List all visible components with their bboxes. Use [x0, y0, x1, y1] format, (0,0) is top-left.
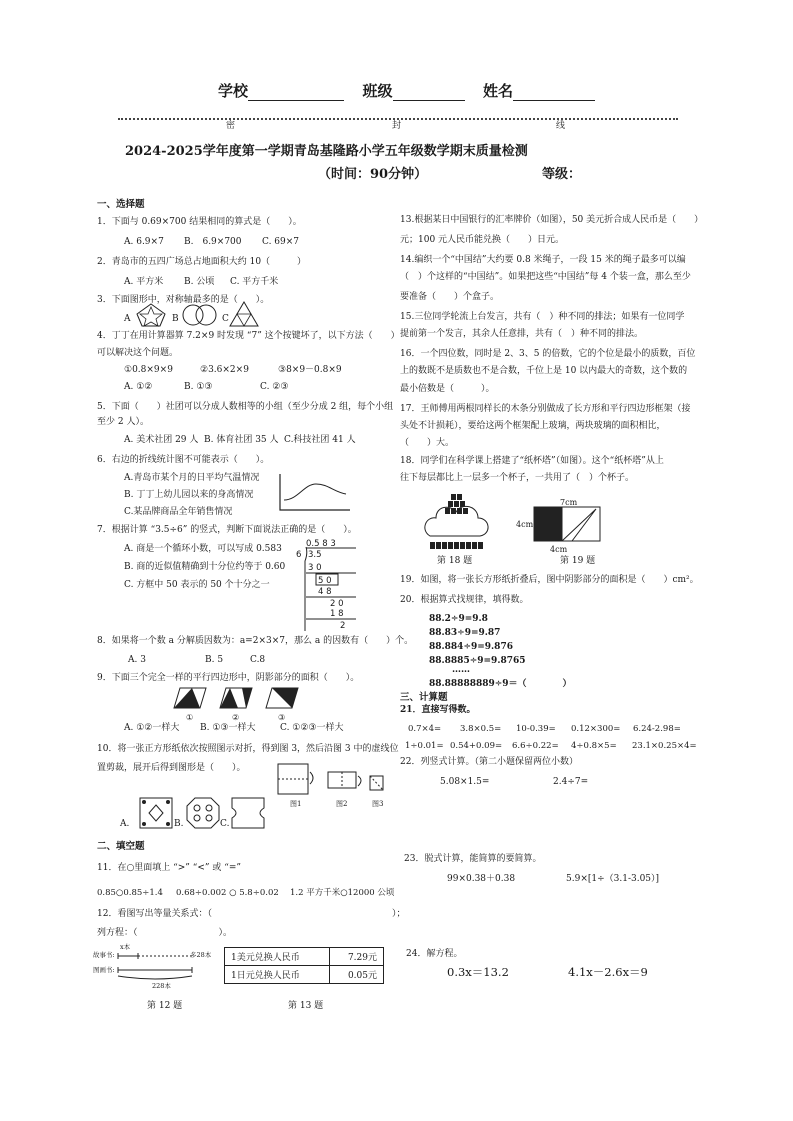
- q8-option-c[interactable]: C.8: [250, 655, 266, 665]
- q23-text: 23．脱式计算，能简算的要简算。: [404, 854, 542, 864]
- q12-picturebook-label: 图画书:: [93, 966, 115, 974]
- q20-line-4: 88.8885÷9=9.8765: [429, 656, 526, 666]
- q24-item-2[interactable]: 4.1x－2.6x＝9: [568, 965, 648, 979]
- jpy-label: 1日元兑换人民币: [225, 966, 330, 984]
- q9-text: 9．下面三个完全一样的平行四边形中，阴影部分的面积（ ）。: [97, 673, 360, 683]
- class-label: 班级: [362, 82, 393, 100]
- q18-text: 18．同学们在科学课上搭建了“纸杯塔”（如图）。这个“纸杯塔”从上: [400, 456, 664, 466]
- q16-text-cont-2: 最小倍数是（ ）。: [400, 384, 495, 394]
- q18-text-cont: 往下每层都比上一层多一个杯子，一共用了（ ）个杯子。: [400, 473, 635, 483]
- q5-option-a[interactable]: A. 美术社团 29 人: [124, 435, 199, 445]
- division-divisor: 6: [296, 550, 302, 560]
- q17-text: 17．王师傅用两根同样长的木条分别做成了长方形和平行四边形框架（接: [400, 404, 691, 414]
- q20-text: 20．根据算式找规律，填得数。: [400, 595, 529, 605]
- q14-text: 14.编织一个“中国结”大约要 0.8 米绳子，一段 15 米的绳子最多可以编: [400, 255, 686, 265]
- table-row: [225, 948, 384, 966]
- name-field[interactable]: [513, 89, 595, 101]
- page-title: 2024-2025学年度第一学期青岛基隆路小学五年级数学期末质量检测: [125, 144, 528, 159]
- q17-text-cont-2: （ ）大。: [400, 438, 455, 448]
- time-limit: （时间：90分钟）: [318, 167, 428, 182]
- q21-r2-c2[interactable]: 0.54+0.09=: [450, 741, 503, 751]
- q12-storybook-label: 故事书:: [93, 951, 115, 959]
- seal-right: 线: [556, 121, 566, 131]
- cutout-a-figure: [138, 796, 174, 830]
- q21-r2-c4[interactable]: 4÷0.8×5=: [571, 741, 617, 751]
- q12-text: 12．看图写出等量关系式：（ ）；: [97, 909, 406, 919]
- cutout-b-figure: [185, 796, 221, 830]
- q22-item-2[interactable]: 2.4÷7=: [553, 777, 589, 787]
- q5-text-cont: 至少 2 人）。: [97, 417, 149, 427]
- q4-method-3: ③8×9－0.8×9: [278, 365, 342, 375]
- q15-text-cont: 提前第一个发言，其余人任意排，共有（ ）种不同的排法。: [400, 329, 644, 339]
- q9-option-c[interactable]: C. ①②③一样大: [280, 723, 344, 733]
- q7-option-a[interactable]: A. 商是一个循环小数，可以写成 0.583: [124, 544, 282, 554]
- q21-r1-c4[interactable]: 0.12×300=: [571, 724, 621, 734]
- section-1-heading: 一、选择题: [97, 199, 145, 210]
- q13-caption: 第 13 题: [288, 1001, 324, 1011]
- q21-r1-c2[interactable]: 3.8×0.5=: [460, 724, 502, 734]
- q7-text: 7．根据计算 “3.5÷6” 的竖式，判断下面说法正确的是（ ）。: [97, 525, 357, 535]
- paper-cup-tower-figure: [420, 492, 492, 552]
- q14-text-cont-2: 要准备（ ）个盒子。: [400, 292, 500, 302]
- q7-option-b[interactable]: B. 商的近似值精确到十分位约等于 0.60: [124, 562, 286, 572]
- q10-option-a[interactable]: A.: [120, 819, 130, 829]
- q4-option-a[interactable]: A. ①②: [124, 382, 153, 392]
- q24-text: 24．解方程。: [406, 949, 463, 959]
- q21-r1-c5[interactable]: 6.24-2.98=: [633, 724, 681, 734]
- q6-option-a[interactable]: A.青岛市某个月的日平均气温情况: [124, 473, 260, 483]
- q12-bar-diagram: [114, 950, 210, 984]
- section-3-heading: 三、计算题: [400, 692, 448, 703]
- q5-text: 5．下面（ ）社团可以分成人数相等的小组（至少分成 2 组，每个小组: [97, 402, 394, 412]
- q12-caption: 第 12 题: [147, 1001, 183, 1011]
- q1-option-c[interactable]: C. 69×7: [262, 237, 300, 247]
- q20-line-2: 88.83÷9=9.87: [429, 628, 501, 638]
- section-2-heading: 二、填空题: [97, 841, 145, 852]
- q6-option-b[interactable]: B. 丁丁上幼儿园以来的身高情况: [124, 490, 254, 500]
- q21-text: 21．直接写得数。: [400, 705, 476, 715]
- q21-r1-c3[interactable]: 10-0.39=: [516, 724, 556, 734]
- q15-text: 15.三位同学轮流上台发言，共有（ ）种不同的排法；如果有一位同学: [400, 312, 685, 322]
- star-pentagon-figure: [133, 302, 169, 328]
- grade-label: 等级：: [542, 167, 582, 182]
- q20-line-1: 88.2÷9=9.8: [429, 614, 488, 624]
- q11-item-2[interactable]: 0.68÷0.002 ○ 5.8÷0.02: [176, 888, 279, 898]
- q1-text: 1．下面与 0.69×700 结果相同的算式是（ ）。: [97, 217, 302, 227]
- q8-text: 8．如果将一个数 a 分解质因数为：a=2×3×7，那么 a 的因数有（ ）个。: [97, 636, 414, 646]
- division-step-1: 3 0: [308, 563, 322, 573]
- q9-label-3: ③: [278, 713, 286, 722]
- fold-fig-2-label: 图2: [336, 800, 348, 808]
- q5-option-c[interactable]: C.科技社团 41 人: [284, 435, 356, 445]
- q4-text-cont: 可以解决这个问题。: [97, 348, 179, 358]
- parallelogram-2-figure: [218, 686, 254, 710]
- q10-option-b[interactable]: B.: [174, 819, 184, 829]
- fold-fig-1-label: 图1: [290, 800, 302, 808]
- school-label: 学校: [218, 82, 249, 100]
- q12-total-label: 228本: [152, 982, 171, 990]
- q24-item-1[interactable]: 0.3x＝13.2: [447, 965, 509, 979]
- q19-fold-label: 4cm: [550, 545, 568, 554]
- q13-exchange-table: [224, 947, 384, 984]
- q19-height-label: 4cm: [516, 520, 534, 529]
- q9-option-a[interactable]: A. ①②一样大: [124, 723, 180, 733]
- division-boxed-50: 5 0: [318, 576, 332, 586]
- overlapping-circles-figure: [180, 302, 220, 328]
- q9-option-b[interactable]: B. ①③一样大: [200, 723, 256, 733]
- header-fields: [218, 80, 595, 101]
- q21-r2-c3[interactable]: 6.6÷0.22=: [512, 741, 559, 751]
- q10-option-c[interactable]: C.: [220, 819, 230, 829]
- q21-r2-c5[interactable]: 23.1×0.25×4=: [632, 741, 697, 751]
- q6-text: 6．右边的折线统计图不可能表示（ ）。: [97, 455, 270, 465]
- seal-left: 密: [226, 121, 236, 131]
- division-step-3: 4 8: [318, 587, 332, 597]
- q3-option-b[interactable]: B: [172, 314, 179, 324]
- q12-equation: 列方程：（ ）。: [97, 928, 233, 938]
- seal-mid: 封: [392, 121, 402, 131]
- q13-text-cont: 元；100 元人民币能兑换（ ）日元。: [400, 235, 565, 245]
- q23-item-2[interactable]: 5.9×[1÷（3.1-3.05）]: [566, 874, 660, 884]
- q9-label-1: ①: [186, 713, 194, 722]
- q23-item-1[interactable]: 99×0.38＋0.38: [447, 874, 516, 884]
- line-chart-figure: [276, 470, 352, 514]
- q19-caption: 第 19 题: [560, 556, 596, 566]
- q21-r1-c1[interactable]: 0.7×4=: [408, 724, 442, 734]
- triangle-figure: [228, 300, 260, 328]
- usd-label: 1美元兑换人民币: [225, 948, 330, 966]
- division-dividend: 3.5: [308, 550, 322, 560]
- q17-text-cont: 头处不计损耗），要给这两个框架配上玻璃，两块玻璃的面积相比，: [400, 421, 666, 431]
- table-row: [225, 966, 384, 984]
- q16-text-cont: 上的数既不是质数也不是合数，千位上是 10 以内最大的奇数，这个数的: [400, 366, 688, 376]
- usd-rate: 7.29元: [329, 948, 383, 966]
- q20-line-3: 88.884÷9=9.876: [429, 642, 513, 652]
- q7-option-c[interactable]: C. 方框中 50 表示的 50 个十分之一: [124, 580, 270, 590]
- division-quotient: 0.5 8 3: [306, 539, 336, 549]
- q10-text: 10．将一张正方形纸依次按照图示对折，得到图 3，然后沿图 3 中的虚线位: [97, 744, 399, 754]
- q3-text: 3．下面图形中，对称轴最多的是（ ）。: [97, 295, 270, 305]
- jpy-rate: 0.05元: [329, 966, 383, 984]
- q5-option-b[interactable]: B. 体育社团 35 人: [204, 435, 279, 445]
- q20-ellipsis: ……: [452, 665, 470, 675]
- division-remainder: 2: [340, 621, 346, 631]
- division-step-4: 2 0: [330, 599, 344, 609]
- q19-text: 19．如图，将一张长方形纸折叠后，图中阴影部分的面积是（ ）cm²。: [400, 575, 699, 585]
- parallelogram-3-figure: [264, 686, 300, 710]
- division-step-5: 1 8: [330, 609, 344, 619]
- q2-option-a[interactable]: A. 平方米: [124, 277, 164, 287]
- q2-option-c[interactable]: C. 平方千米: [230, 277, 279, 287]
- q6-option-c[interactable]: C.某品牌商品全年销售情况: [124, 507, 233, 517]
- q4-option-c[interactable]: C. ②③: [260, 382, 289, 392]
- q14-text-cont: （ ）个这样的“中国结”。如果把这些“中国结”每 4 个装一盒，那么至少: [400, 272, 691, 282]
- q10-text-cont: 置剪裁，展开后得到图形是（ ）。: [97, 763, 246, 773]
- q2-text: 2．青岛市的五四广场总占地面积大约 10（ ）: [97, 257, 307, 267]
- q1-option-a[interactable]: A. 6.9×7: [124, 237, 164, 247]
- q20-answer-line[interactable]: 88.88888889÷9＝（ ）: [429, 679, 572, 689]
- fold-fig-3-label: 图3: [372, 800, 384, 808]
- q4-text: 4．丁丁在用计算器算 7.2×9 时发现 “7” 这个按键坏了，以下方法（ ）: [97, 331, 400, 341]
- q8-option-a[interactable]: A. 3: [128, 655, 146, 665]
- q9-label-2: ②: [232, 713, 240, 722]
- school-field[interactable]: [248, 89, 344, 101]
- q21-r2-c1[interactable]: 1÷0.01=: [405, 741, 444, 751]
- q3-option-c[interactable]: C: [222, 314, 229, 324]
- q11-item-1[interactable]: 0.85○0.85÷1.4: [97, 888, 163, 898]
- name-label: 姓名: [482, 82, 513, 100]
- q11-item-3[interactable]: 1.2 平方千米○12000 公顷: [290, 888, 395, 898]
- q2-option-b[interactable]: B. 公顷: [184, 277, 215, 287]
- q4-method-1: ①0.8×9×9: [124, 365, 173, 375]
- q18-caption: 第 18 题: [437, 556, 473, 566]
- cutout-c-figure: [230, 796, 266, 830]
- q16-text: 16．一个四位数，同时是 2、3、5 的倍数，它的个位是最小的质数，百位: [400, 349, 696, 359]
- folded-rectangle-figure: [532, 505, 602, 543]
- q11-text: 11．在○里面填上 “>” “<” 或 “=”: [97, 863, 241, 873]
- q13-text: 13.根据某日中国银行的汇率牌价（如图），50 美元折合成人民币是（ ）: [400, 215, 704, 225]
- q12-more-label: 多28本: [190, 951, 212, 959]
- parallelogram-1-figure: [172, 686, 208, 710]
- q4-option-b[interactable]: B. ①③: [184, 382, 213, 392]
- q4-method-2: ②3.6×2×9: [200, 365, 249, 375]
- q19-width-label: 7cm: [560, 498, 578, 507]
- q22-item-1[interactable]: 5.08×1.5=: [440, 777, 490, 787]
- division-lines: [300, 547, 360, 631]
- q8-option-b[interactable]: B. 5: [205, 655, 224, 665]
- q22-text: 22．列竖式计算。（第二小题保留两位小数）: [400, 757, 578, 767]
- q1-option-b[interactable]: B. 6.9×700: [184, 237, 242, 247]
- q12-x-label: x本: [120, 943, 131, 951]
- class-field[interactable]: [393, 89, 465, 101]
- q3-option-a[interactable]: A: [124, 314, 131, 324]
